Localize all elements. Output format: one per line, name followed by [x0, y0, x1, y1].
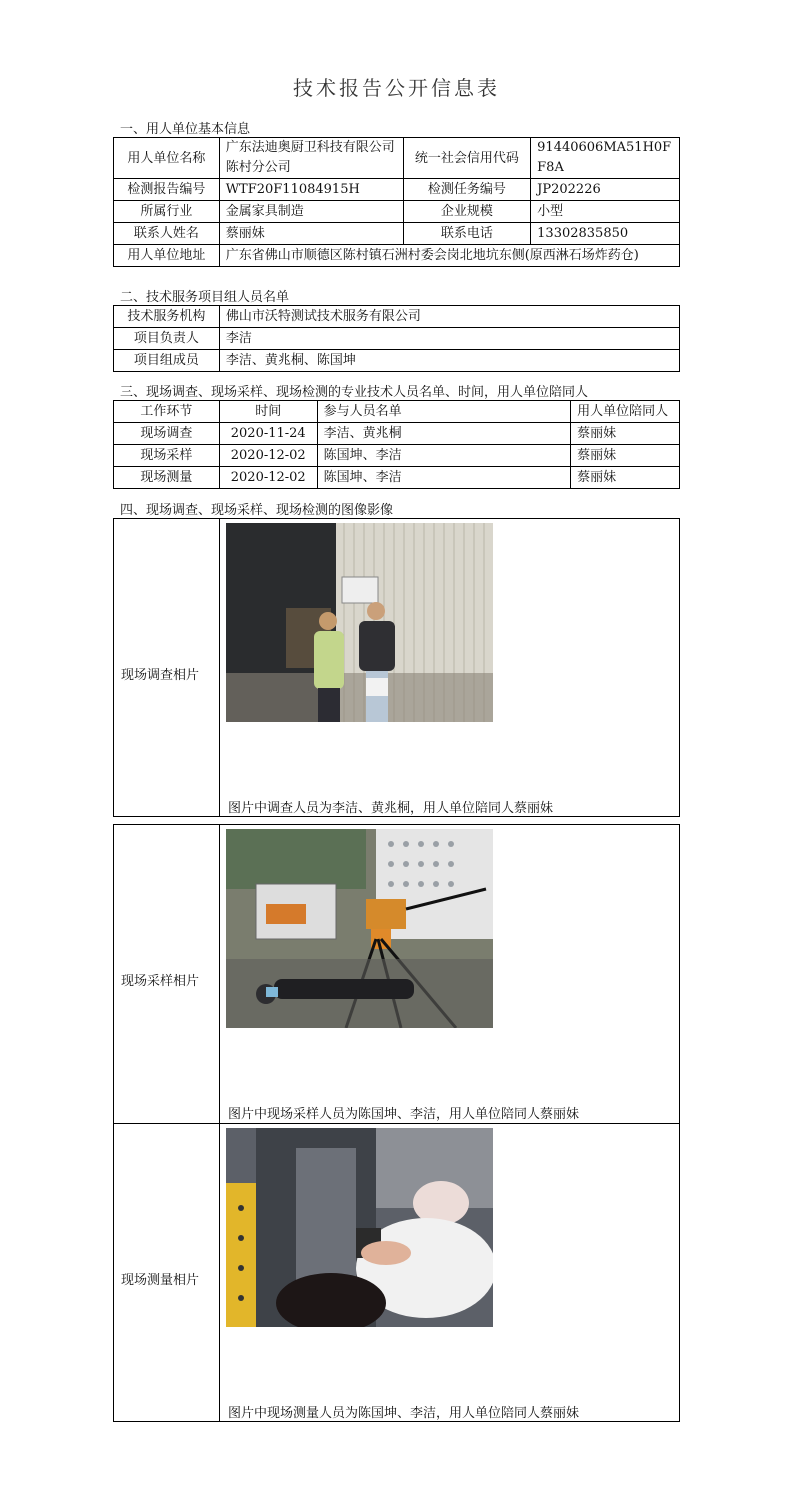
col-header-time: 时间 — [219, 401, 317, 423]
industry-value: 金属家具制造 — [219, 201, 403, 223]
members-value: 李洁、黄兆桐、陈国坤 — [219, 350, 679, 372]
org-label: 技术服务机构 — [114, 306, 220, 328]
table-header-row — [114, 401, 680, 423]
escort-cell: 蔡丽妹 — [571, 423, 680, 445]
stage-cell: 现场调查 — [114, 423, 220, 445]
escort-cell: 蔡丽妹 — [571, 467, 680, 489]
scale-label: 企业规模 — [403, 201, 531, 223]
stage-cell: 现场测量 — [114, 467, 220, 489]
section4-heading: 四、现场调查、现场采样、现场检测的图像影像 — [120, 503, 394, 518]
leader-value: 李洁 — [219, 328, 679, 350]
schedule-table — [113, 400, 680, 489]
members-label: 项目组成员 — [114, 350, 220, 372]
section1-heading: 一、用人单位基本信息 — [120, 122, 251, 137]
table-row — [114, 350, 680, 372]
photo-label-measurement: 现场测量相片 — [121, 1273, 200, 1288]
task-no-label: 检测任务编号 — [403, 179, 531, 201]
measurement-photo-caption: 图片中现场测量人员为陈国坤、李洁，用人单位陪同人蔡丽妹 — [228, 1406, 580, 1421]
staff-cell: 李洁、黄兆桐 — [317, 423, 570, 445]
task-no-value: JP202226 — [531, 179, 680, 201]
team-table — [113, 305, 680, 372]
credit-code-label: 统一社会信用代码 — [403, 138, 531, 179]
measurement-photo — [226, 1128, 493, 1327]
basic-info-table — [113, 137, 680, 267]
survey-photo-caption: 图片中调查人员为李洁、黄兆桐，用人单位陪同人蔡丽妹 — [228, 801, 554, 816]
section2-heading: 二、技术服务项目组人员名单 — [120, 290, 290, 305]
sampling-photo — [226, 829, 493, 1028]
table-row — [114, 467, 680, 489]
escort-cell: 蔡丽妹 — [571, 445, 680, 467]
leader-label: 项目负责人 — [114, 328, 220, 350]
address-label: 用人单位地址 — [114, 245, 220, 267]
table-row — [114, 423, 680, 445]
stage-cell: 现场采样 — [114, 445, 220, 467]
table-row — [114, 445, 680, 467]
time-cell: 2020-12-02 — [219, 467, 317, 489]
staff-cell: 陈国坤、李洁 — [317, 445, 570, 467]
report-no-label: 检测报告编号 — [114, 179, 220, 201]
address-value: 广东省佛山市顺德区陈村镇石洲村委会岗北地坑东侧(原西淋石场炸药仓) — [219, 245, 679, 267]
credit-code-value: 91440606MA51H0FF8A — [531, 138, 680, 179]
col-header-stage: 工作环节 — [114, 401, 220, 423]
col-header-staff: 参与人员名单 — [317, 401, 570, 423]
contact-name-label: 联系人姓名 — [114, 223, 220, 245]
time-cell: 2020-11-24 — [219, 423, 317, 445]
employer-name-value: 广东法迪奥厨卫科技有限公司陈村分公司 — [219, 138, 403, 179]
photo-label-survey: 现场调查相片 — [121, 668, 200, 683]
table-row — [114, 179, 680, 201]
phone-value: 13302835850 — [531, 223, 680, 245]
sampling-photo-caption: 图片中现场采样人员为陈国坤、李洁，用人单位陪同人蔡丽妹 — [228, 1107, 580, 1122]
time-cell: 2020-12-02 — [219, 445, 317, 467]
org-value: 佛山市沃特测试技术服务有限公司 — [219, 306, 679, 328]
table-row — [114, 328, 680, 350]
divider — [113, 1123, 680, 1124]
table-row — [114, 201, 680, 223]
photo-label-sampling: 现场采样相片 — [121, 974, 200, 989]
section3-heading: 三、现场调查、现场采样、现场检测的专业技术人员名单、时间，用人单位陪同人 — [120, 385, 589, 400]
employer-name-label: 用人单位名称 — [114, 138, 220, 179]
table-row — [114, 245, 680, 267]
report-no-value: WTF20F11084915H — [219, 179, 403, 201]
table-row — [114, 138, 680, 179]
survey-photo — [226, 523, 493, 722]
staff-cell: 陈国坤、李洁 — [317, 467, 570, 489]
scale-value: 小型 — [531, 201, 680, 223]
col-header-escort: 用人单位陪同人 — [571, 401, 680, 423]
page-title: 技术报告公开信息表 — [293, 76, 500, 100]
contact-name-value: 蔡丽妹 — [219, 223, 403, 245]
table-row — [114, 223, 680, 245]
table-row — [114, 306, 680, 328]
phone-label: 联系电话 — [403, 223, 531, 245]
industry-label: 所属行业 — [114, 201, 220, 223]
